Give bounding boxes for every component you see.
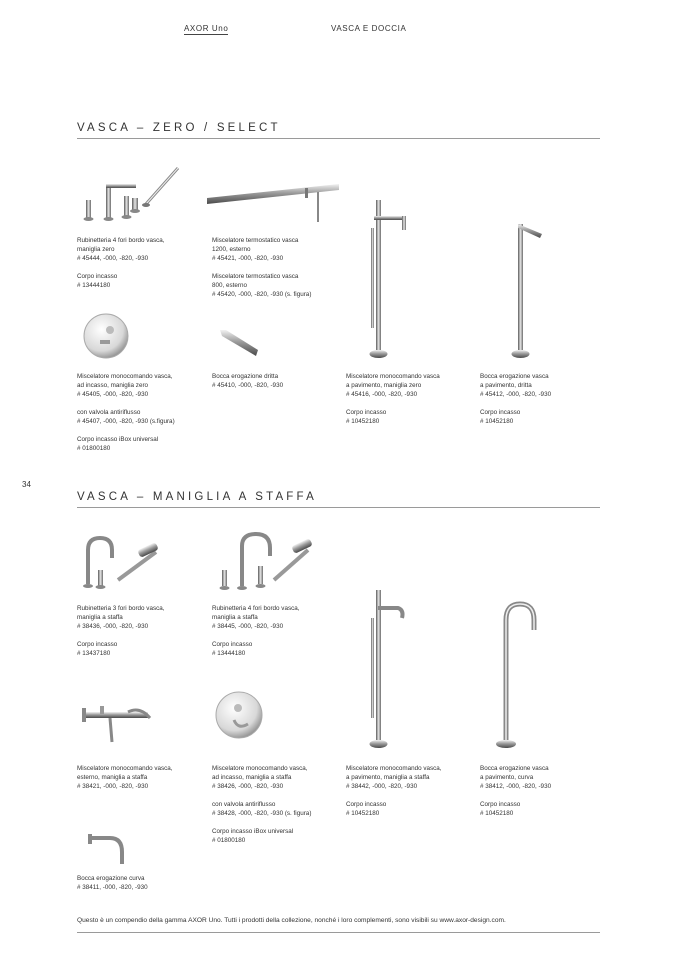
header-section-tab[interactable]: VASCA E DOCCIA <box>331 24 407 33</box>
section-divider <box>77 507 600 508</box>
product-line: # 45420, -000, -820, -930 (s. figura) <box>212 291 312 298</box>
product-line: Rubinetteria 3 fori bordo vasca, <box>77 605 165 612</box>
product-paragraph <box>346 408 476 426</box>
footer-note: Questo è un compendio della gamma AXOR Uno. Tutti i prodotti della collezione, nonché i loro complementi, sono visibili su www.axor-design.com. <box>77 917 506 924</box>
curved-spout-image <box>86 832 126 868</box>
product-line: Corpo incasso <box>480 409 521 416</box>
product-line: # 38436, -000, -820, -930 <box>77 623 149 630</box>
product-line: # 13444180 <box>77 282 111 289</box>
product-paragraph <box>77 236 207 263</box>
freestanding-spout-straight-image <box>506 214 546 362</box>
product-text-45405 <box>77 372 207 462</box>
product-line: Miscelatore monocomando vasca <box>346 373 440 380</box>
thermostatic-mixer-1200-image <box>205 180 341 230</box>
product-paragraph <box>212 764 342 791</box>
product-line: Corpo incasso <box>346 801 387 808</box>
footer-divider <box>77 932 600 933</box>
product-line: # 45444, -000, -820, -930 <box>77 255 149 262</box>
product-line: Corpo incasso <box>77 273 118 280</box>
product-line: a pavimento, dritta <box>480 382 532 389</box>
product-line: 1200, esterno <box>212 246 251 253</box>
product-line: # 10452180 <box>480 418 514 425</box>
product-line: esterno, maniglia a staffa <box>77 774 148 781</box>
product-line: maniglia zero <box>77 246 115 253</box>
concealed-mixer-staffa-image <box>214 690 264 742</box>
product-text-38426 <box>212 764 342 854</box>
section-divider <box>77 138 600 139</box>
product-paragraph <box>212 272 342 299</box>
product-text-45412 <box>480 372 610 435</box>
product-text-45444 <box>77 236 207 299</box>
product-line: Bocca erogazione vasca <box>480 765 549 772</box>
product-text-38445 <box>212 604 342 667</box>
product-paragraph <box>77 874 207 892</box>
product-line: con valvola antiriflusso <box>212 801 276 808</box>
product-text-45421 <box>212 236 342 308</box>
product-text-45416 <box>346 372 476 435</box>
product-line: Corpo incasso <box>212 641 253 648</box>
product-line: maniglia a staffa <box>212 614 258 621</box>
product-paragraph <box>480 800 610 818</box>
product-text-38436 <box>77 604 207 667</box>
product-paragraph <box>480 764 610 791</box>
product-line: Corpo incasso <box>77 641 118 648</box>
header-brand-tab[interactable]: AXOR Uno <box>184 24 229 33</box>
product-line: # 38411, -000, -820, -930 <box>77 884 148 891</box>
product-line: Rubinetteria 4 fori bordo vasca, <box>77 237 165 244</box>
product-line: 800, esterno <box>212 282 248 289</box>
product-line: # 45410, -000, -820, -930 <box>212 382 284 389</box>
product-line: # 10452180 <box>346 418 380 425</box>
freestanding-mixer-staffa-image <box>368 588 410 752</box>
product-paragraph <box>212 800 342 818</box>
product-line: # 13437180 <box>77 650 111 657</box>
product-paragraph <box>212 236 342 263</box>
product-line: Bocca erogazione dritta <box>212 373 279 380</box>
product-line: # 01800180 <box>212 837 246 844</box>
product-line: Miscelatore termostatico vasca <box>212 273 299 280</box>
concealed-mixer-zero-image <box>82 312 130 362</box>
deck-mount-4-hole-faucet-image <box>80 158 185 224</box>
product-line: # 38445, -000, -820, -930 <box>212 623 284 630</box>
product-paragraph <box>77 372 207 399</box>
product-line: a pavimento, curva <box>480 774 534 781</box>
product-paragraph <box>346 800 476 818</box>
product-line: # 38442, -000, -820, -930 <box>346 783 418 790</box>
product-line: # 45407, -000, -820, -930 (s.figura) <box>77 418 175 425</box>
product-line: # 01800180 <box>77 445 111 452</box>
freestanding-mixer-zero-image <box>368 198 410 360</box>
product-line: con valvola antiriflusso <box>77 409 141 416</box>
product-line: Miscelatore monocomando vasca, <box>77 765 173 772</box>
product-text-38412 <box>480 764 610 827</box>
product-line: Corpo incasso iBox universal <box>212 828 294 835</box>
exposed-mixer-staffa-image <box>80 702 154 744</box>
product-line: # 10452180 <box>480 810 514 817</box>
product-paragraph <box>77 640 207 658</box>
product-line: # 38428, -000, -820, -930 (s. figura) <box>212 810 312 817</box>
product-line: a pavimento, maniglia a staffa <box>346 774 430 781</box>
section-title-maniglia-staffa: VASCA – MANIGLIA A STAFFA <box>77 491 317 503</box>
product-paragraph <box>77 272 207 290</box>
product-paragraph <box>77 408 207 426</box>
product-line: Corpo incasso iBox universal <box>77 436 159 443</box>
product-line: a pavimento, maniglia zero <box>346 382 422 389</box>
product-line: # 38421, -000, -820, -930 <box>77 783 149 790</box>
straight-spout-image <box>218 326 260 360</box>
product-line: Miscelatore termostatico vasca <box>212 237 299 244</box>
product-line: # 45405, -000, -820, -930 <box>77 391 149 398</box>
product-paragraph <box>346 764 476 791</box>
product-paragraph <box>77 604 207 631</box>
product-text-38421 <box>77 764 207 800</box>
product-line: # 13444180 <box>212 650 246 657</box>
product-line: Rubinetteria 4 fori bordo vasca, <box>212 605 300 612</box>
product-text-38442 <box>346 764 476 827</box>
product-line: Corpo incasso <box>346 409 387 416</box>
product-line: # 45412, -000, -820, -930 <box>480 391 552 398</box>
product-paragraph <box>212 827 342 845</box>
product-paragraph <box>212 640 342 658</box>
product-line: # 10452180 <box>346 810 380 817</box>
product-paragraph <box>346 372 476 399</box>
product-line: ad incasso, maniglia a staffa <box>212 774 292 781</box>
product-line: # 45421, -000, -820, -930 <box>212 255 284 262</box>
product-line: # 38426, -000, -820, -930 <box>212 783 284 790</box>
product-paragraph <box>77 435 207 453</box>
product-text-38411 <box>77 874 207 901</box>
product-line: maniglia a staffa <box>77 614 123 621</box>
product-line: Bocca erogazione vasca <box>480 373 549 380</box>
product-line: Miscelatore monocomando vasca, <box>77 373 173 380</box>
product-line: Bocca erogazione curva <box>77 875 145 882</box>
product-paragraph <box>212 372 342 390</box>
product-line: ad incasso, maniglia zero <box>77 382 149 389</box>
deck-mount-3-hole-faucet-image <box>82 536 160 592</box>
freestanding-spout-curved-image <box>492 600 540 752</box>
product-paragraph <box>212 604 342 631</box>
page-number: 34 <box>22 480 31 489</box>
deck-mount-4-hole-staffa-image <box>214 532 314 592</box>
product-paragraph <box>480 372 610 399</box>
product-text-45410 <box>212 372 342 399</box>
product-line: # 45416, -000, -820, -930 <box>346 391 418 398</box>
product-line: # 38412, -000, -820, -930 <box>480 783 552 790</box>
product-paragraph <box>77 764 207 791</box>
section-title-zero-select: VASCA – ZERO / SELECT <box>77 122 281 134</box>
product-line: Corpo incasso <box>480 801 521 808</box>
product-line: Miscelatore monocomando vasca, <box>212 765 308 772</box>
product-paragraph <box>480 408 610 426</box>
product-line: Miscelatore monocomando vasca, <box>346 765 442 772</box>
